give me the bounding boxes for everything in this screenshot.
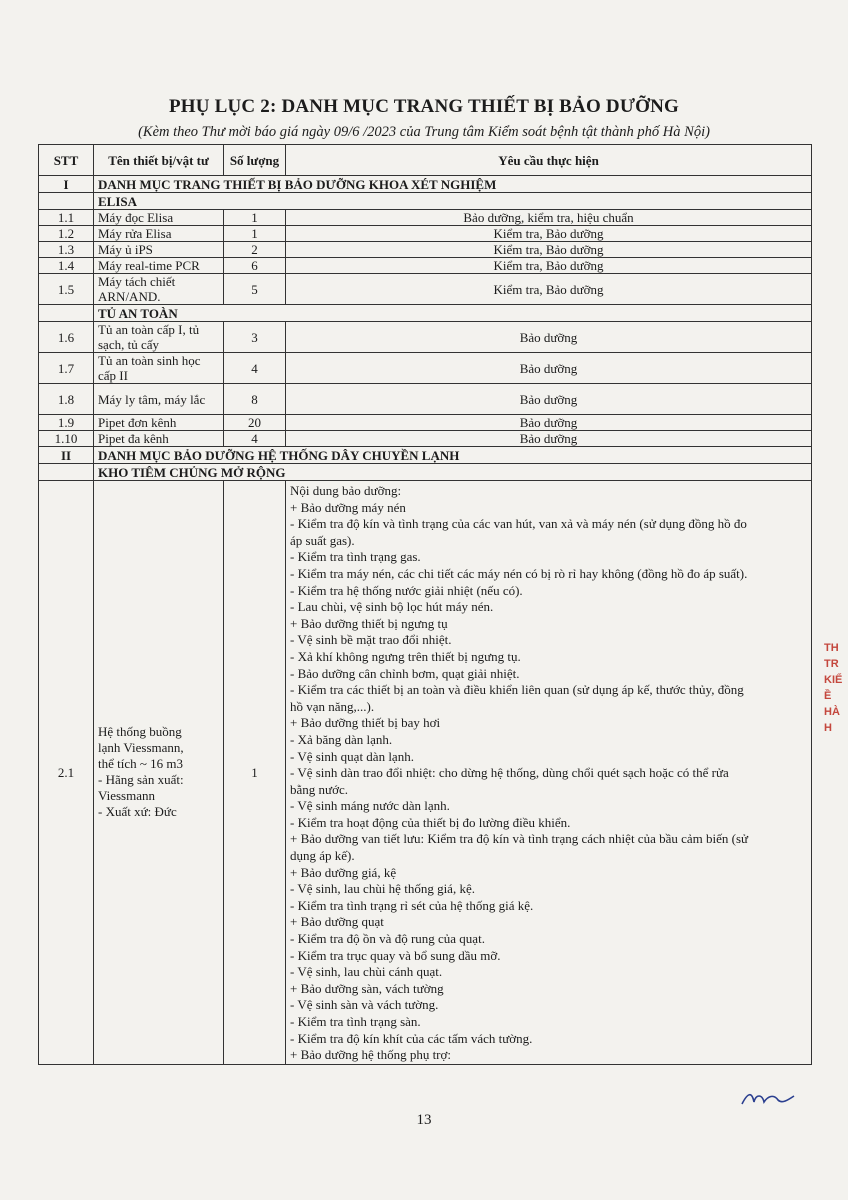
row-name: Máy rửa Elisa [94, 226, 224, 242]
header-qty: Số lượng [224, 145, 286, 176]
row-name [94, 481, 224, 1065]
row-name: Pipet đa kênh [94, 431, 224, 447]
section-1-stt: I [39, 176, 94, 193]
detail-line: Nội dung bảo dưỡng: [290, 483, 402, 498]
row-requirement: Kiểm tra, Bảo dưỡng [286, 226, 812, 242]
row-qty: 1 [224, 481, 286, 1065]
section-1-label: DANH MỤC TRANG THIẾT BỊ BẢO DƯỠNG KHOA XÉT NGHIỆM [94, 176, 812, 193]
row-qty: 4 [224, 353, 286, 384]
document-subtitle: (Kèm theo Thư mời báo giá ngày 09/6 /2023 của Trung tâm Kiểm soát bệnh tật thành phố Hà Nội) [138, 124, 710, 140]
name-line: Viessmann [98, 788, 155, 804]
table-row [39, 353, 812, 384]
group-safety-label: TỦ AN TOÀN [94, 305, 812, 322]
row-requirement: Kiểm tra, Bảo dưỡng [286, 258, 812, 274]
detail-line: - Xả băng dàn lạnh. [290, 731, 393, 747]
table-row [39, 481, 812, 1065]
header-name: Tên thiết bị/vật tư [94, 145, 224, 176]
detail-line: + Bảo dưỡng sàn, vách tường [290, 980, 444, 996]
detail-line: + Bảo dưỡng máy nén [290, 499, 406, 515]
section-2-stt: II [39, 447, 94, 464]
detail-line: - Vệ sinh bề mặt trao đổi nhiệt. [290, 632, 452, 648]
detail-line: - Xả khí không ngưng trên thiết bị ngưng tụ. [290, 648, 521, 664]
group-row-safety [39, 305, 812, 322]
detail-line: + Bảo dưỡng thiết bị ngưng tụ [290, 615, 448, 631]
detail-line: - Kiểm tra máy nén, các chi tiết các máy nén có bị rò rỉ hay không (đồng hồ đo áp suất). [290, 565, 748, 581]
detail-line: - Lau chùi, vệ sinh bộ lọc hút máy nén. [290, 599, 494, 615]
table-row [39, 322, 812, 353]
row-qty: 6 [224, 258, 286, 274]
section-row-2 [39, 447, 812, 464]
detail-line: - Vệ sinh máng nước dàn lạnh. [290, 798, 450, 814]
detail-line: - Kiểm tra các thiết bị an toàn và điều khiển liên quan (sử dụng áp kế, thước thủy, đồng [290, 682, 744, 698]
group-row-cold-storage [39, 464, 812, 481]
row-requirement-detail [286, 481, 812, 1065]
page-number: 13 [416, 1112, 432, 1128]
row-requirement: Bảo dưỡng [286, 322, 812, 353]
document-title: PHỤ LỤC 2: DANH MỤC TRANG THIẾT BỊ BẢO DƯỠNG [168, 96, 680, 117]
row-stt: 1.7 [39, 353, 94, 384]
detail-line: - Vệ sinh dàn trao đổi nhiệt: cho dừng hệ thống, dùng chổi quét sạch hoặc có thể rửa [290, 765, 729, 781]
group-row-elisa [39, 193, 812, 210]
detail-line: - Vệ sinh, lau chùi cánh quạt. [290, 964, 443, 980]
detail-line: - Kiểm tra độ kín và tình trạng của các van hút, van xả và máy nén (sử dụng đồng hồ đo [290, 516, 747, 532]
table-row [39, 242, 812, 258]
detail-line: - Kiểm tra trục quay và bổ sung dầu mỡ. [290, 947, 501, 963]
table-row [39, 431, 812, 447]
detail-line: + Bảo dưỡng quạt [290, 914, 384, 930]
row-requirement: Kiểm tra, Bảo dưỡng [286, 274, 812, 305]
detail-line: + Bảo dưỡng hệ thống phụ trợ: [290, 1047, 452, 1063]
detail-line: - Kiểm tra hệ thống nước giải nhiệt (nếu có). [290, 582, 523, 598]
row-requirement: Bảo dưỡng [286, 353, 812, 384]
row-requirement: Bảo dưỡng [286, 415, 812, 431]
row-name: Tủ an toàn sinh học cấp II [94, 353, 224, 384]
name-line: Hệ thống buồng [98, 724, 182, 740]
table-row [39, 226, 812, 242]
red-stamp-partial: TH TR KIỂ Ề HÀ H [824, 642, 843, 734]
row-requirement: Bảo dưỡng [286, 431, 812, 447]
row-requirement: Bảo dưỡng [286, 384, 812, 415]
header-requirement: Yêu cầu thực hiện [286, 145, 812, 176]
row-stt: 1.8 [39, 384, 94, 415]
detail-line: hồ vạn năng,...). [290, 698, 375, 714]
row-name: Máy tách chiết ARN/AND. [94, 274, 224, 305]
row-name: Pipet đơn kênh [94, 415, 224, 431]
row-qty: 3 [224, 322, 286, 353]
table-row [39, 274, 812, 305]
table-row [39, 258, 812, 274]
row-name: Máy ly tâm, máy lắc [94, 384, 224, 415]
group-cold-label: KHO TIÊM CHỦNG MỞ RỘNG [94, 464, 812, 481]
row-stt: 2.1 [39, 481, 94, 1065]
detail-line: áp suất gas). [290, 532, 355, 548]
detail-line: bằng nước. [290, 781, 348, 797]
section-2-label: DANH MỤC BẢO DƯỠNG HỆ THỐNG DÂY CHUYỀN LẠNH [94, 447, 812, 464]
initials-signature-icon [738, 1086, 798, 1110]
detail-line: - Kiểm tra tình trạng sàn. [290, 1014, 421, 1029]
table-row [39, 415, 812, 431]
row-name: Tủ an toàn cấp I, tủ sạch, tủ cấy [94, 322, 224, 353]
equipment-table [38, 144, 812, 1065]
row-qty: 1 [224, 210, 286, 226]
row-stt: 1.6 [39, 322, 94, 353]
detail-line: - Vệ sinh sàn và vách tường. [290, 997, 439, 1013]
row-qty: 4 [224, 431, 286, 447]
row-stt: 1.2 [39, 226, 94, 242]
table-row [39, 384, 812, 415]
row-qty: 5 [224, 274, 286, 305]
detail-line: + Bảo dưỡng thiết bị bay hơi [290, 715, 441, 731]
section-row-1 [39, 176, 812, 193]
row-name: Máy ủ iPS [94, 242, 224, 258]
row-name: Máy real-time PCR [94, 258, 224, 274]
name-line: thể tích ~ 16 m3 [98, 756, 184, 772]
row-stt: 1.9 [39, 415, 94, 431]
row-stt: 1.1 [39, 210, 94, 226]
row-qty: 2 [224, 242, 286, 258]
detail-line: - Kiểm tra độ ồn và độ rung của quạt. [290, 931, 485, 947]
name-line: - Hãng sản xuất: [98, 772, 184, 788]
detail-line: - Kiểm tra tình trạng rỉ sét của hệ thống giá kệ. [290, 897, 534, 913]
group-elisa-label: ELISA [94, 193, 812, 210]
row-qty: 8 [224, 384, 286, 415]
detail-line: - Vệ sinh, lau chùi hệ thống giá, kệ. [290, 881, 475, 897]
row-qty: 1 [224, 226, 286, 242]
detail-line: + Bảo dưỡng giá, kệ [290, 864, 397, 880]
row-name: Máy đọc Elisa [94, 210, 224, 226]
name-line: - Xuất xứ: Đức [98, 804, 177, 820]
name-line: lạnh Viessmann, [98, 740, 184, 756]
table-row [39, 210, 812, 226]
detail-line: + Bảo dưỡng van tiết lưu: Kiểm tra độ kín và tình trạng cách nhiệt của bầu cảm biến (sử [290, 831, 749, 847]
row-requirement: Bảo dưỡng, kiểm tra, hiệu chuẩn [286, 210, 812, 226]
row-stt: 1.4 [39, 258, 94, 274]
row-qty: 20 [224, 415, 286, 431]
row-stt: 1.10 [39, 431, 94, 447]
row-stt: 1.3 [39, 242, 94, 258]
row-stt: 1.5 [39, 274, 94, 305]
row-requirement: Kiểm tra, Bảo dưỡng [286, 242, 812, 258]
detail-line: - Bảo dưỡng cân chỉnh bơm, quạt giải nhiệt. [290, 665, 520, 681]
detail-line: - Kiểm tra tình trạng gas. [290, 549, 421, 565]
detail-line: dụng áp kế). [290, 848, 355, 864]
table-header-row [39, 145, 812, 176]
detail-line: - Kiểm tra hoạt động của thiết bị đo lường điều khiển. [290, 814, 571, 830]
detail-line: - Vệ sinh quạt dàn lạnh. [290, 748, 414, 764]
detail-line: - Kiểm tra độ kín khít của các tấm vách tường. [290, 1030, 533, 1046]
header-stt: STT [39, 145, 94, 176]
